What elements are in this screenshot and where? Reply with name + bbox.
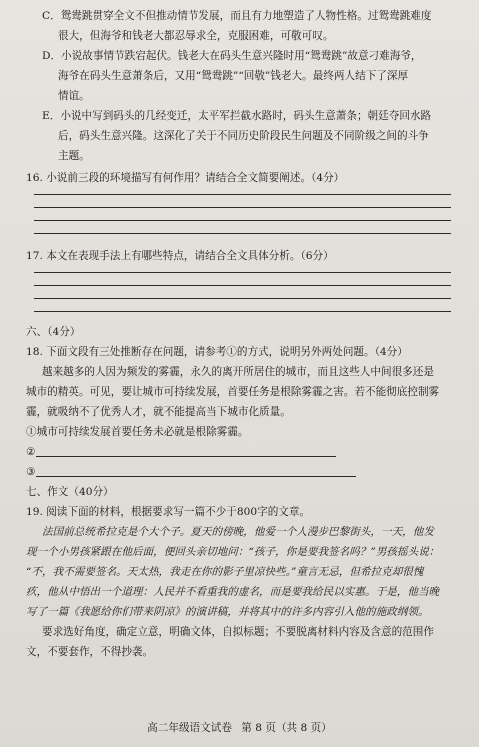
answer-line bbox=[34, 233, 451, 234]
question-17: 17. 本文在表现手法上有哪些特点，请结合全文具体分析。（6分） bbox=[26, 250, 334, 262]
option-c-line: 很大，但海爷和钱老大都忍辱求全，克服困难，可敬可叹。 bbox=[58, 30, 334, 42]
essay-material bbox=[26, 522, 457, 622]
question-18: 18. 下面文段有三处推断存在问题，请参考①的方式，说明另外两处问题。（4分） bbox=[26, 346, 408, 358]
material-line: “不，我不需要签名。天太热，我走在你的影子里凉快些。”童言无忌，但希拉克却很愧 bbox=[26, 566, 424, 578]
passage-line: 城市的精英。可见，要让城市可持续发展，首要任务是根除雾霾之害。若不能彻底控制雾 bbox=[26, 386, 440, 398]
blank-line bbox=[36, 464, 356, 477]
option-e-line: 后，码头生意兴隆。这深化了关于不同历史阶段民生问题及不同阶级之间的斗争 bbox=[58, 130, 429, 142]
answer-line bbox=[34, 220, 451, 221]
answer-blank-2[interactable] bbox=[26, 442, 457, 462]
answer-line bbox=[34, 298, 451, 299]
answer-area-16[interactable] bbox=[26, 188, 457, 234]
option-c bbox=[26, 6, 457, 46]
footer-title: 高二年级语文试卷 bbox=[147, 722, 232, 734]
option-d-line: 海爷在码头生意萧条后，又用“鸳鸯跳”“回敬”钱老大。最终两人结下了深厚 bbox=[58, 70, 409, 82]
answer-line bbox=[34, 272, 451, 273]
requirement-line: 文，不要套作，不得抄袭。 bbox=[26, 646, 154, 658]
page-footer bbox=[0, 720, 479, 735]
passage-line: 越来越多的人因为频发的雾霾，永久的离开所居住的城市，而且这些人中间很多还是 bbox=[42, 366, 434, 378]
option-c-line: C．鸳鸯跳贯穿全文不但推动情节发展，而且有力地塑造了人物性格。过鸳鸯跳难度 bbox=[42, 10, 432, 22]
blank-label: ② bbox=[26, 446, 36, 458]
answer-area-17[interactable] bbox=[26, 266, 457, 312]
passage-line: 霾，就吸纳不了优秀人才，就不能提高当下城市化质量。 bbox=[26, 406, 291, 418]
essay-requirements bbox=[26, 622, 457, 662]
requirement-line: 要求选好角度，确定立意，明确文体，自拟标题；不要脱离材料内容及含意的范围作 bbox=[42, 626, 434, 638]
footer-page-number: 第 8 页（共 8 页） bbox=[241, 722, 332, 734]
answer-line bbox=[34, 194, 451, 195]
option-d bbox=[26, 46, 457, 106]
answer-blank-3[interactable] bbox=[26, 462, 457, 482]
answer-line bbox=[34, 285, 451, 286]
material-line: 现一个小男孩紧跟在他后面，便回头亲切地问：“孩子，你是要我签名吗？”男孩摇头说： bbox=[26, 546, 440, 558]
question-19: 19. 阅读下面的材料，根据要求写一篇不少于800字的文章。 bbox=[26, 506, 311, 518]
material-line: 写了一篇《我愿给你们带来阴凉》的演讲稿，并将其中的许多内容引入他的施政纲领。 bbox=[26, 606, 429, 618]
option-e-line: 主题。 bbox=[58, 150, 90, 162]
section-6-heading: 六、（4分） bbox=[26, 326, 81, 338]
option-d-line: D．小说故事情节跌宕起伏。钱老大在码头生意兴隆时用“鸳鸯跳”故意刁难海爷， bbox=[42, 50, 422, 62]
material-line: 法国前总统希拉克是个大个子。夏天的傍晚，他爱一个人漫步巴黎街头，一天，他发 bbox=[42, 526, 434, 538]
question-18-example: ①城市可持续发展首要任务未必就是根除雾霾。 bbox=[26, 426, 249, 438]
blank-line bbox=[36, 444, 336, 457]
blank-label: ③ bbox=[26, 466, 36, 478]
material-line: 疚，他从中悟出一个道理：人民并不看重我的虚名，而是要我给民以实惠。于是，他当晚 bbox=[26, 586, 440, 598]
section-7-heading: 七、作文（40分） bbox=[26, 486, 114, 498]
option-e bbox=[26, 106, 457, 166]
answer-line bbox=[34, 207, 451, 208]
question-16: 16. 小说前三段的环境描写有何作用？请结合全文简要阐述。（4分） bbox=[26, 172, 345, 184]
question-18-passage bbox=[26, 362, 457, 422]
answer-line bbox=[34, 311, 451, 312]
option-d-line: 情谊。 bbox=[58, 90, 90, 102]
option-e-line: E．小说中写到码头的几经变迁，太平军拦截水路时，码头生意萧条；朝廷夺回水路 bbox=[42, 110, 432, 122]
